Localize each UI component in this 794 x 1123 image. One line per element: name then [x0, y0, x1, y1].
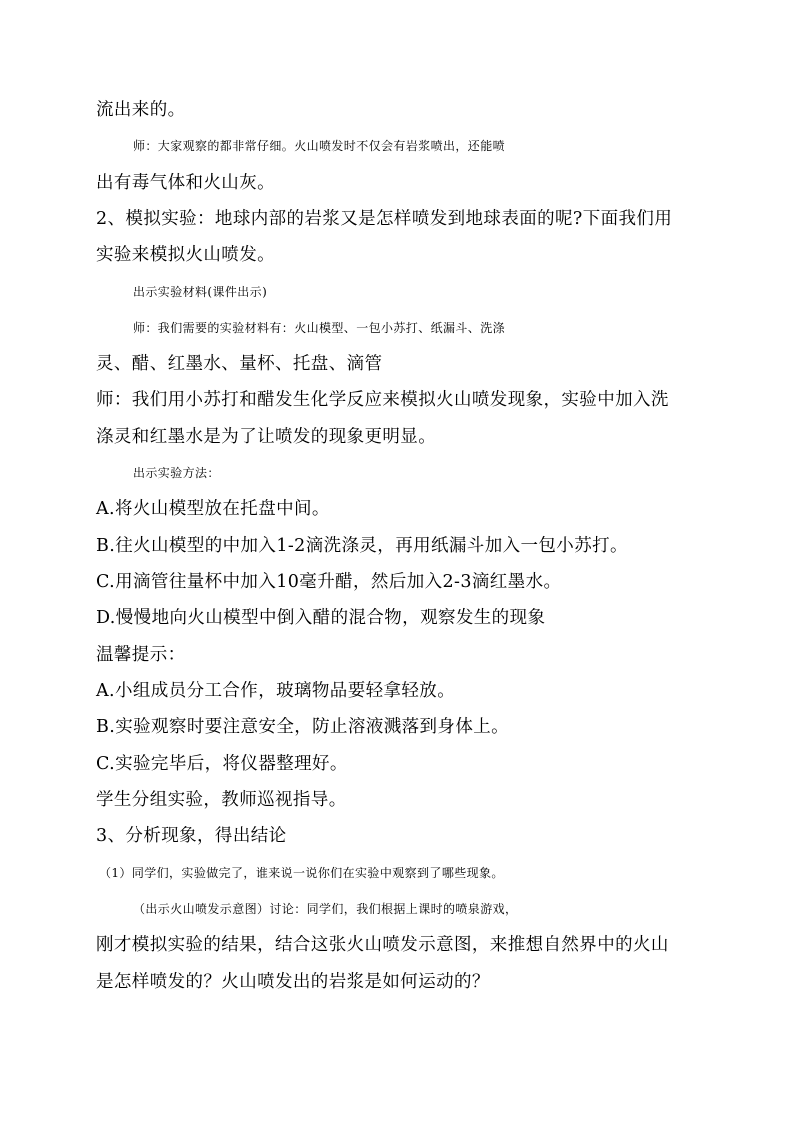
- section-heading: 3、分析现象，得出结论: [96, 826, 287, 846]
- paragraph-line: 是怎样喷发的？火山喷发出的岩浆是如何运动的？: [96, 972, 490, 992]
- paragraph-line: 涤灵和红墨水是为了让喷发的现象更明显。: [96, 427, 437, 447]
- list-item: D.慢慢地向火山模型中倒入醋的混合物，观察发生的现象: [96, 608, 546, 628]
- list-item: C.用滴管往量杯中加入10毫升醋，然后加入2-3滴红墨水。: [96, 572, 562, 592]
- list-item: B.往火山模型的中加入1-2滴洗涤灵，再用纸漏斗加入一包小苏打。: [96, 536, 628, 556]
- paragraph-line: （1）同学们，实验做完了，谁来说一说你们在实验中观察到了哪些现象。: [99, 866, 504, 880]
- paragraph-line: 流出来的。: [96, 100, 186, 120]
- list-item: A.小组成员分工合作，玻璃物品要轻拿轻放。: [96, 681, 456, 701]
- paragraph-line: 师：我们需要的实验材料有：火山模型、一包小苏打、纸漏斗、洗涤: [133, 321, 506, 335]
- paragraph-line: 刚才模拟实验的结果，结合这张火山喷发示意图，来推想自然界中的火山: [96, 935, 669, 955]
- paragraph-line: 师：我们用小苏打和醋发生化学反应来模拟火山喷发现象，实验中加入洗: [96, 390, 669, 410]
- paragraph-line: 温馨提示：: [96, 645, 186, 665]
- paragraph-line: 学生分组实验，教师巡视指导。: [96, 790, 347, 810]
- paragraph-line: 出示实验方法：: [133, 466, 220, 480]
- paragraph-line: 灵、醋、红墨水、量杯、托盘、滴管: [96, 354, 383, 374]
- list-item: A.将火山模型放在托盘中间。: [96, 499, 330, 519]
- paragraph-line: （出示火山喷发示意图）讨论：同学们，我们根据上课时的喷泉游戏，: [133, 902, 518, 916]
- list-item: B.实验观察时要注意安全，防止溶液溅落到身体上。: [96, 717, 510, 737]
- paragraph-line: 师：大家观察的都非常仔细。火山喷发时不仅会有岩浆喷出，还能喷: [133, 139, 506, 153]
- section-heading: 2、模拟实验：地球内部的岩浆又是怎样喷发到地球表面的呢?下面我们用: [96, 209, 673, 229]
- paragraph-line: 出示实验材料(课件出示): [133, 285, 268, 299]
- paragraph-line: 实验来模拟火山喷发。: [96, 245, 275, 265]
- paragraph-line: 出有毒气体和火山灰。: [96, 173, 275, 193]
- list-item: C.实验完毕后，将仪器整理好。: [96, 754, 348, 774]
